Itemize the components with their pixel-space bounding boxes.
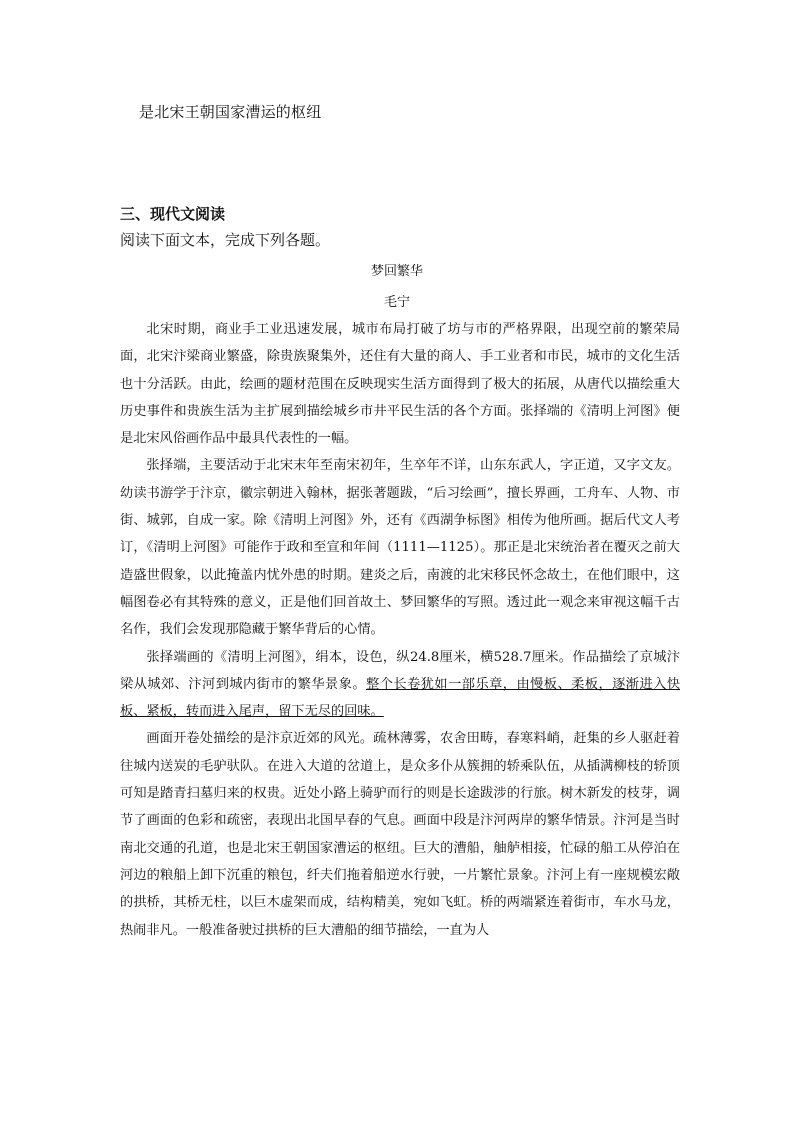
article-body	[120, 316, 680, 944]
underlined-sentence: 整个长卷犹如一部乐章，由慢板、柔板，逐渐进入快板、紧板，转而进入尾声，留下无尽的回味。	[120, 676, 681, 720]
article-paragraph-3	[120, 644, 680, 726]
article-paragraph-4: 画面开卷处描绘的是汴京近郊的风光。疏林薄雾，农舍田畴，春寒料峭，赶集的乡人驱赶着往城内送炭的毛驴驮队。在进入大道的岔道上，是众多仆从簇拥的轿乘队伍，从插满柳枝的轿顶可知是踏青扫墓归来的权贵。近处小路上骑驴而行的则是长途跋涉的行旅。树木新发的枝芽，调节了画面的色彩和疏密，表现出北国早春的气息。画面中段是汴河两岸的繁华情景。汴河是当时南北交通的孔道，也是北宋王朝国家漕运的枢纽。巨大的漕船，舳舻相接，忙碌的船工从停泊在河边的粮船上卸下沉重的粮包，纤夫们拖着船逆水行驶，一片繁忙景象。汴河上有一座规模宏敞的拱桥，其桥无柱，以巨木虚架而成，结构精美，宛如飞虹。桥的两端紧连着街市，车水马龙，热闹非凡。一般准备驶过拱桥的巨大漕船的细节描绘，一直为人	[120, 731, 680, 938]
continued-answer-line: 是北宋王朝国家漕运的枢纽	[139, 103, 322, 121]
article-title: 梦回繁华	[370, 264, 423, 279]
article-author: 毛宁	[383, 295, 410, 310]
article-paragraph-2: 张择端，主要活动于北宋末年至南宋初年，生卒年不详，山东东武人，字正道，又字文友。幼读书游学于汴京，徽宗朝进入翰林，据张著题跋，“后习绘画”，擅长界画，工舟车、人物、市街、城郭，自成一家。除《清明上河图》外，还有《西湖争标图》相传为他所画。据后代文人考订，《清明上河图》可能作于政和至宣和年间（1111—1125）。那正是北宋统治者在覆灭之前大造盛世假象，以此掩盖内忧外患的时期。建炎之后，南渡的北宋移民怀念故土，在他们眼中，这幅图卷必有其特殊的意义，正是他们回首故土、梦回繁华的写照。透过此一观念来审视这幅千古名作，我们会发现那隐藏于繁华背后的心情。	[120, 458, 680, 638]
article-paragraph-1: 北宋时期，商业手工业迅速发展，城市布局打破了坊与市的严格界限，出现空前的繁荣局面，北宋汴梁商业繁盛，除贵族聚集外，还住有大量的商人、手工业者和市民，城市的文化生活也十分活跃。由此，绘画的题材范围在反映现实生活方面得到了极大的拓展，从唐代以描绘重大历史事件和贵族生活为主扩展到描绘城乡市井平民生活的各个方面。张择端的《清明上河图》便是北宋风俗画作品中最具代表性的一幅。	[120, 322, 680, 447]
section-heading: 三、现代文阅读	[120, 205, 226, 223]
paragraph-3-text: 张择端画的《清明上河图》，绢本，设色，纵24.8厘米，横528.7厘米。作品描绘了京城汴梁从城郊、汴河到城内街市的繁华景象。	[120, 649, 680, 692]
reading-instruction: 阅读下面文本，完成下列各题。	[120, 231, 331, 249]
